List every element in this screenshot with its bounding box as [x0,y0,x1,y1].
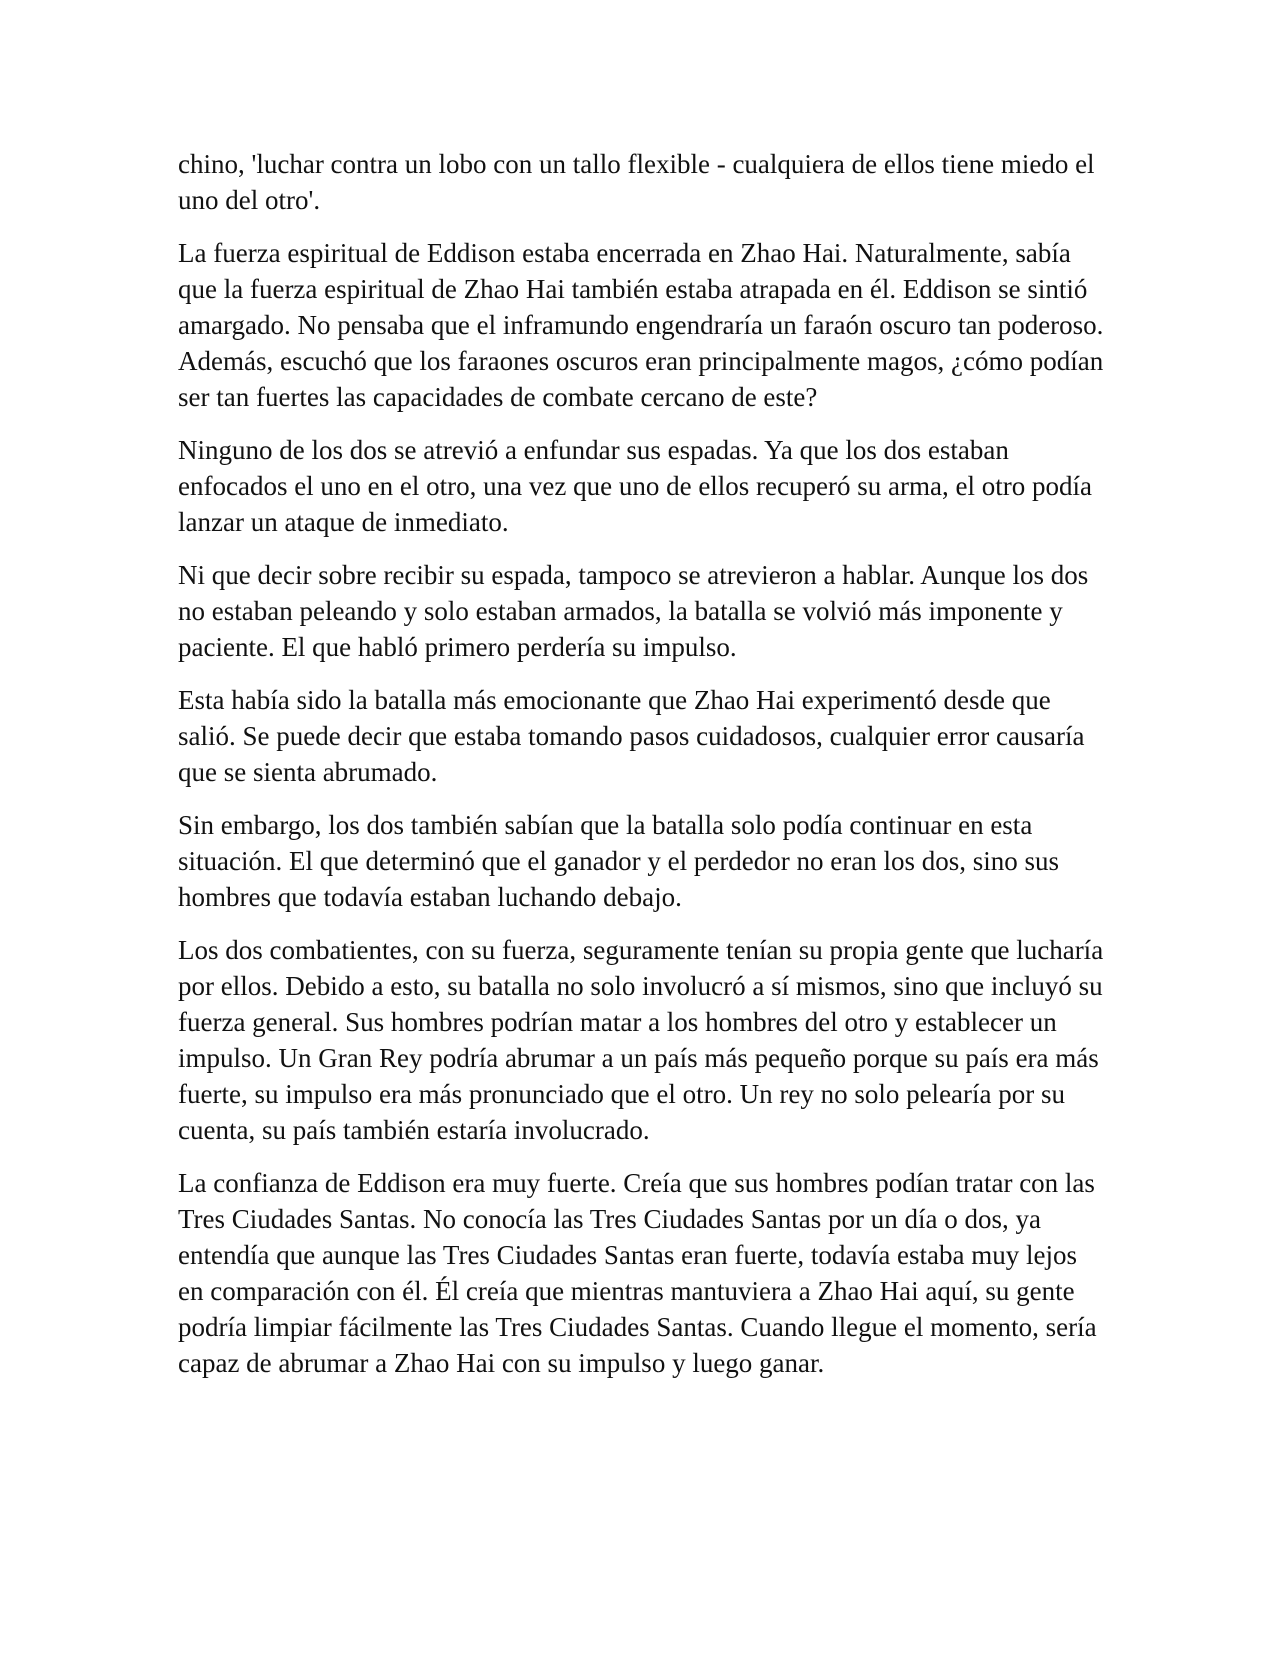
paragraph-3: Ninguno de los dos se atrevió a enfundar sus espadas. Ya que los dos estaban enfocados el uno en el otro, una vez que uno de ellos recuperó su arma, el otro podía lanzar un ataque de inmediato. [178,435,1092,537]
paragraph-6: Sin embargo, los dos también sabían que la batalla solo podía continuar en esta situación. El que determinó que el ganador y el perdedor no eran los dos, sino sus hombres que todavía estaban luchando debajo. [178,810,1060,912]
paragraph-4: Ni que decir sobre recibir su espada, tampoco se atrevieron a hablar. Aunque los dos no estaban peleando y solo estaban armados, la batalla se volvió más imponente y paciente. El que habló primero perdería su impulso. [178,560,1089,662]
paragraph-5: Esta había sido la batalla más emocionante que Zhao Hai experimentó desde que salió. Se puede decir que estaba tomando pasos cuidadosos, cualquier error causaría que se sienta abrumado. [178,685,1085,787]
paragraph-1: chino, 'luchar contra un lobo con un tallo flexible - cualquiera de ellos tiene miedo el uno del otro'. [178,149,1095,215]
document-body [178,146,1108,1398]
paragraph-8: La confianza de Eddison era muy fuerte. Creía que sus hombres podían tratar con las Tres Ciudades Santas. No conocía las Tres Ciudades Santas por un día o dos, ya entendía que aunque las Tres Ciudades Santas eran fuerte, todavía estaba muy lejos en comparación con él. Él creía que mientras mantuviera a Zhao Hai aquí, su gente podría limpiar fácilmente las Tres Ciudades Santas. Cuando llegue el momento, sería capaz de abrumar a Zhao Hai con su impulso y luego ganar. [178,1168,1097,1378]
paragraph-7: Los dos combatientes, con su fuerza, seguramente tenían su propia gente que lucharía por ellos. Debido a esto, su batalla no solo involucró a sí mismos, sino que incluyó su fuerza general. Sus hombres podrían matar a los hombres del otro y establecer un impulso. Un Gran Rey podría abrumar a un país más pequeño porque su país era más fuerte, su impulso era más pronunciado que el otro. Un rey no solo pelearía por su cuenta, su país también estaría involucrado. [178,935,1104,1145]
paragraph-2: La fuerza espiritual de Eddison estaba encerrada en Zhao Hai. Naturalmente, sabía que la fuerza espiritual de Zhao Hai también estaba atrapada en él. Eddison se sintió amargado. No pensaba que el inframundo engendraría un faraón oscuro tan poderoso. Además, escuchó que los faraones oscuros eran principalmente magos, ¿cómo podían ser tan fuertes las capacidades de combate cercano de este? [178,238,1104,412]
